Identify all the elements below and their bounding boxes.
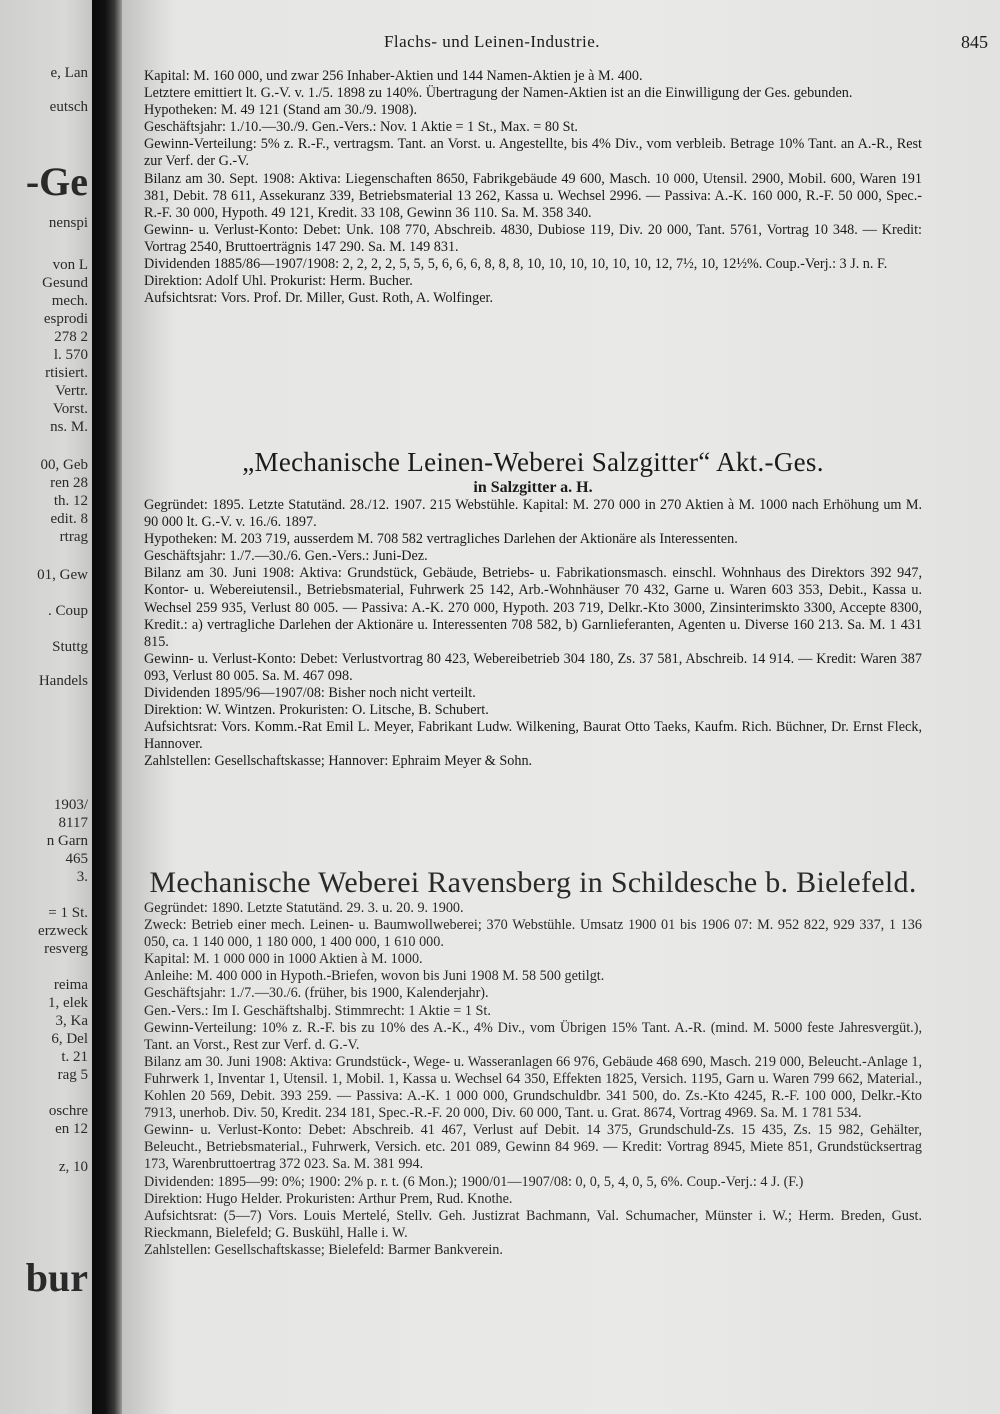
entry-line: Gegründet: 1895. Letzte Statutänd. 28./12. 1907. 215 Webstühle. Kapital: M. 270 000 in 270 Aktien à M. 1000 nach Erhöhung um M. 90 000 lt. G.-V. v. 16./6. 1897.	[144, 497, 922, 531]
entry-line: Zweck: Betrieb einer mech. Leinen- u. Baumwollweberei; 370 Webstühle. Umsatz 1900 01 bis 1906 07: M. 952 822, 929 337, 1 136 050, ca. 1 140 000, 1 180 000, 1 400 000, 1 610 000.	[144, 917, 922, 951]
entry-line: Direktion: Adolf Uhl. Prokurist: Herm. Bucher.	[144, 273, 413, 290]
left-text-line: 278 2	[54, 329, 88, 345]
entry-line: Gewinn- u. Verlust-Konto: Debet: Verlustvortrag 80 423, Webereibetrieb 304 180, Zs. 37 581, Abschreib. 14 914. — Kredit: Waren 387 093, Verlust 80 005. Sa. M. 467 098.	[144, 650, 922, 684]
entry-line: Dividenden: 1895—99: 0%; 1900: 2% p. r. t. (6 Mon.); 1900/01—1907/08: 0, 0, 5, 4, 0, 5, 6%. Coup.-Verj.: 4 J. (F.)	[144, 1173, 804, 1190]
left-text-line: 3.	[76, 869, 88, 885]
entry-line: Bilanz am 30. Sept. 1908: Aktiva: Liegenschaften 8650, Fabrikgebäude 49 600, Masch. 10 000, Utensil. 2900, Mobil. 600, Waren 191 381, Debit. 78 611, Assekuranz 339, Betriebsmaterial 13 262, Kassa u. Wechsel 2996. — Passiva: A.-K. 160 000, R.-F. 50 000, Spec.-R.-F. 30 000, Hypoth. 49 121, Kredit. 33 108, Gewinn 36 110. Sa. M. 358 340.	[144, 170, 922, 221]
entry-line: Gewinn-Verteilung: 10% z. R.-F. bis zu 10% des A.-K., 4% Div., vom Übrigen 15% Tant. A.-R. (mind. M. 5000 feste Jahresvergüt.), Tant. an Vorst., Rest zur Verf. d. G.-V.	[144, 1019, 922, 1053]
page-header	[122, 32, 1000, 56]
left-text-line: rtisiert.	[45, 365, 88, 381]
entry-line: Kapital: M. 1 000 000 in 1000 Aktien à M. 1000.	[144, 951, 423, 968]
left-text-line: reima	[53, 977, 88, 993]
entry-line: Anleihe: M. 400 000 in Hypoth.-Briefen, wovon bis Juni 1908 M. 58 500 getilgt.	[144, 968, 605, 985]
company-entry-continued	[144, 68, 922, 307]
left-text-line: edit. 8	[50, 511, 88, 527]
left-text-line: esprodi	[43, 311, 88, 327]
company-entry-ravensberg	[144, 866, 922, 1259]
right-page	[122, 0, 1000, 1414]
left-text-line: resverg	[44, 941, 88, 957]
left-text-line: rtrag	[59, 529, 88, 545]
left-text-line: t. 21	[61, 1049, 88, 1065]
page-number: 845	[961, 32, 988, 52]
left-text-line: th. 12	[53, 493, 88, 509]
left-text-line: Handels	[38, 673, 88, 689]
left-text-line: Vorst.	[52, 401, 88, 417]
entry-line: Hypotheken: M. 203 719, ausserdem M. 708 582 vertragliches Darlehen der Aktionäre als Interessenten.	[144, 531, 738, 548]
left-text-line: n Garn	[46, 833, 88, 849]
book-gutter-shadow	[92, 0, 122, 1414]
entry-line: Aufsichtsrat: Vors. Komm.-Rat Emil L. Meyer, Fabrikant Ludw. Wilkening, Baurat Otto Taeks, Kaufm. Rich. Büchner, Dr. Ernst Fleck, Hannover.	[144, 719, 922, 753]
left-text-line: en 12	[55, 1121, 88, 1137]
entry-line: Dividenden 1895/96—1907/08: Bisher noch nicht verteilt.	[144, 685, 476, 702]
entry-line: Zahlstellen: Gesellschaftskasse; Bielefeld: Barmer Bankverein.	[144, 1241, 503, 1258]
left-text-line: bur	[25, 1255, 88, 1300]
company-location: in Salzgitter a. H.	[473, 479, 593, 496]
entry-line: Gegründet: 1890. Letzte Statutänd. 29. 3. u. 20. 9. 1900.	[144, 900, 464, 916]
left-text-line: erzweck	[38, 923, 88, 939]
running-head: Flachs- und Leinen-Industrie.	[383, 32, 601, 51]
left-text-line: . Coup	[47, 603, 88, 619]
left-text-line: 1, elek	[48, 995, 88, 1011]
left-text-line: = 1 St.	[48, 905, 88, 921]
left-text-line: Gesund	[42, 275, 88, 291]
entry-line: Letztere emittiert lt. G.-V. v. 1./5. 1898 zu 140%. Übertragung der Namen-Aktien ist an die Einwilligung der Ges. gebunden.	[144, 85, 853, 102]
left-text-line: nenspi	[48, 215, 88, 231]
company-entry-salzgitter	[144, 446, 922, 771]
left-text-line: rag 5	[57, 1067, 88, 1083]
entry-line: Gen.-Vers.: Im I. Geschäftshalbj. Stimmrecht: 1 Aktie = 1 St.	[144, 1002, 491, 1019]
left-text-line: Vertr.	[55, 383, 88, 399]
entry-line: Gewinn-Verteilung: 5% z. R.-F., vertragsm. Tant. an Vorst. u. Angestellte, bis 4% Div., vom verbleib. Betrage 10% Tant. an A.-R., Rest zur Verf. der G.-V.	[144, 136, 922, 170]
left-text-line: -Ge	[25, 159, 88, 204]
entry-line: Aufsichtsrat: (5—7) Vors. Louis Mertelé, Stellv. Geh. Justizrat Bachmann, Val. Schumacher, Münster i. W.; Herm. Breden, Gust. Rieckmann, Bielefeld; G. Buskühl, Halle i. W.	[144, 1207, 922, 1241]
company-title: „Mechanische Leinen-Weberei Salzgitter“ Akt.-Ges.	[242, 447, 824, 477]
entry-line: Gewinn- u. Verlust-Konto: Debet: Abschreib. 41 467, Verlust auf Debit. 14 375, Grundschuld-Zs. 15 435, Zs. 15 982, Gehälter, Beleucht., Betriebsmaterial., Fuhrwerk, Versich. etc. 201 089, Gewinn 84 969. — Kredit: Vortrag 8945, Miete 851, Grundstücksertrag 173, Warenbruttoertrag 372 023. Sa. M. 381 994.	[144, 1122, 922, 1173]
left-text-line: oschre	[48, 1103, 88, 1119]
left-text-line: eutsch	[49, 99, 88, 115]
entry-line: Geschäftsjahr: 1./7.—30./6. (früher, bis 1900, Kalenderjahr).	[144, 985, 489, 1002]
left-text-line: 01, Gew	[37, 567, 88, 583]
entry-line: Zahlstellen: Gesellschaftskasse; Hannover: Ephraim Meyer & Sohn.	[144, 753, 533, 770]
entry-line: Gewinn- u. Verlust-Konto: Debet: Unk. 108 770, Abschreib. 4830, Dubiose 119, Div. 20 000, Tant. 5761, Vortrag 10 348. — Kredit: Vortrag 2540, Bruttoerträgnis 147 290. Sa. M. 149 831.	[144, 221, 922, 255]
entry-line: Direktion: W. Wintzen. Prokuristen: O. Litsche, B. Schubert.	[144, 702, 489, 719]
left-text-line: von L	[52, 257, 88, 273]
left-text-line: 465	[65, 851, 88, 867]
entry-line: Aufsichtsrat: Vors. Prof. Dr. Miller, Gust. Roth, A. Wolfinger.	[144, 290, 494, 307]
left-text-line: l. 570	[53, 347, 88, 363]
left-text-line: Stuttg	[52, 639, 88, 655]
left-text-line: z, 10	[58, 1159, 88, 1175]
left-text-line: 8117	[58, 815, 88, 831]
left-text-line: 3, Ka	[55, 1013, 88, 1029]
entry-line: Bilanz am 30. Juni 1908: Aktiva: Grundstück, Gebäude, Betriebs- u. Fabrikationsmasch. einschl. Wohnhaus des Direktors 392 947, Kontor- u. Webereiutensil., Betriebsmaterial, Fuhrwerk 25 142, Arb.-Wohnhäuser 70 432, Garne u. Waren 603 353, Debit., Kassa u. Wechsel 259 935, Verlust 80 005. — Passiva: A.-K. 270 000, Hypoth. 203 719, Delkr.-Kto 3000, Zinsinterimskto 3300, Accepte 8300, Kredit.: a) vertragliche Darlehen der Aktionäre u. Interessenten 708 582, b) Garnlieferanten, Agenten u. Diverse 160 213. Sa. M. 1 431 815.	[144, 565, 922, 650]
entry-line: Dividenden 1885/86—1907/1908: 2, 2, 2, 2, 5, 5, 5, 6, 6, 6, 8, 8, 8, 10, 10, 10, 10, 10, 10, 12, 7½, 10, 12½%. Coup.-Verj.: 3 J. n. F.	[144, 256, 888, 273]
left-text-line: 00, Geb	[40, 457, 88, 473]
left-text-line: mech.	[51, 293, 88, 309]
entry-line: Geschäftsjahr: 1./7.—30./6. Gen.-Vers.: Juni-Dez.	[144, 548, 428, 565]
entry-line: Bilanz am 30. Juni 1908: Aktiva: Grundstück-, Wege- u. Wasseranlagen 66 976, Gebäude 468 690, Masch. 219 000, Beleucht.-Anlage 1, Fuhrwerk 1, Inventar 1, Utensil. 1, Mobil. 1, Kassa u. Wechsel 64 350, Effekten 1825, Versich. 1195, Garn u. Waren 799 662, Material., Kohlen 20 569, Debit. 393 259. — Passiva: A.-K. 1 000 000, Grundschuldbr. 341 500, do. Zs.-Kto 4245, R.-F. 100 000, Delkr.-Kto 7913, unerhob. Div. 50, Kredit. 234 181, Spec.-R.-F. 20 000, Div. 60 000, Tant. u. Grat. 8674, Vortrag 4969. Sa. M. 1 781 534.	[144, 1053, 922, 1122]
entry-line: Hypotheken: M. 49 121 (Stand am 30./9. 1908).	[144, 102, 418, 119]
entry-line: Kapital: M. 160 000, und zwar 256 Inhaber-Aktien und 144 Namen-Aktien je à M. 400.	[144, 68, 643, 84]
left-text-line: ren 28	[50, 475, 88, 491]
left-text-line: ns. M.	[50, 419, 88, 435]
left-text-line: 6, Del	[51, 1031, 88, 1047]
entry-line: Direktion: Hugo Helder. Prokuristen: Arthur Prem, Rud. Knothe.	[144, 1190, 513, 1207]
company-title: Mechanische Weberei Ravensberg in Schildesche b. Bielefeld.	[149, 866, 917, 899]
left-text-line: 1903/	[53, 797, 88, 813]
left-page-fragment	[0, 0, 92, 1414]
entry-line: Geschäftsjahr: 1./10.—30./9. Gen.-Vers.: Nov. 1 Aktie = 1 St., Max. = 80 St.	[144, 119, 578, 136]
left-text-line: e, Lan	[50, 65, 88, 81]
